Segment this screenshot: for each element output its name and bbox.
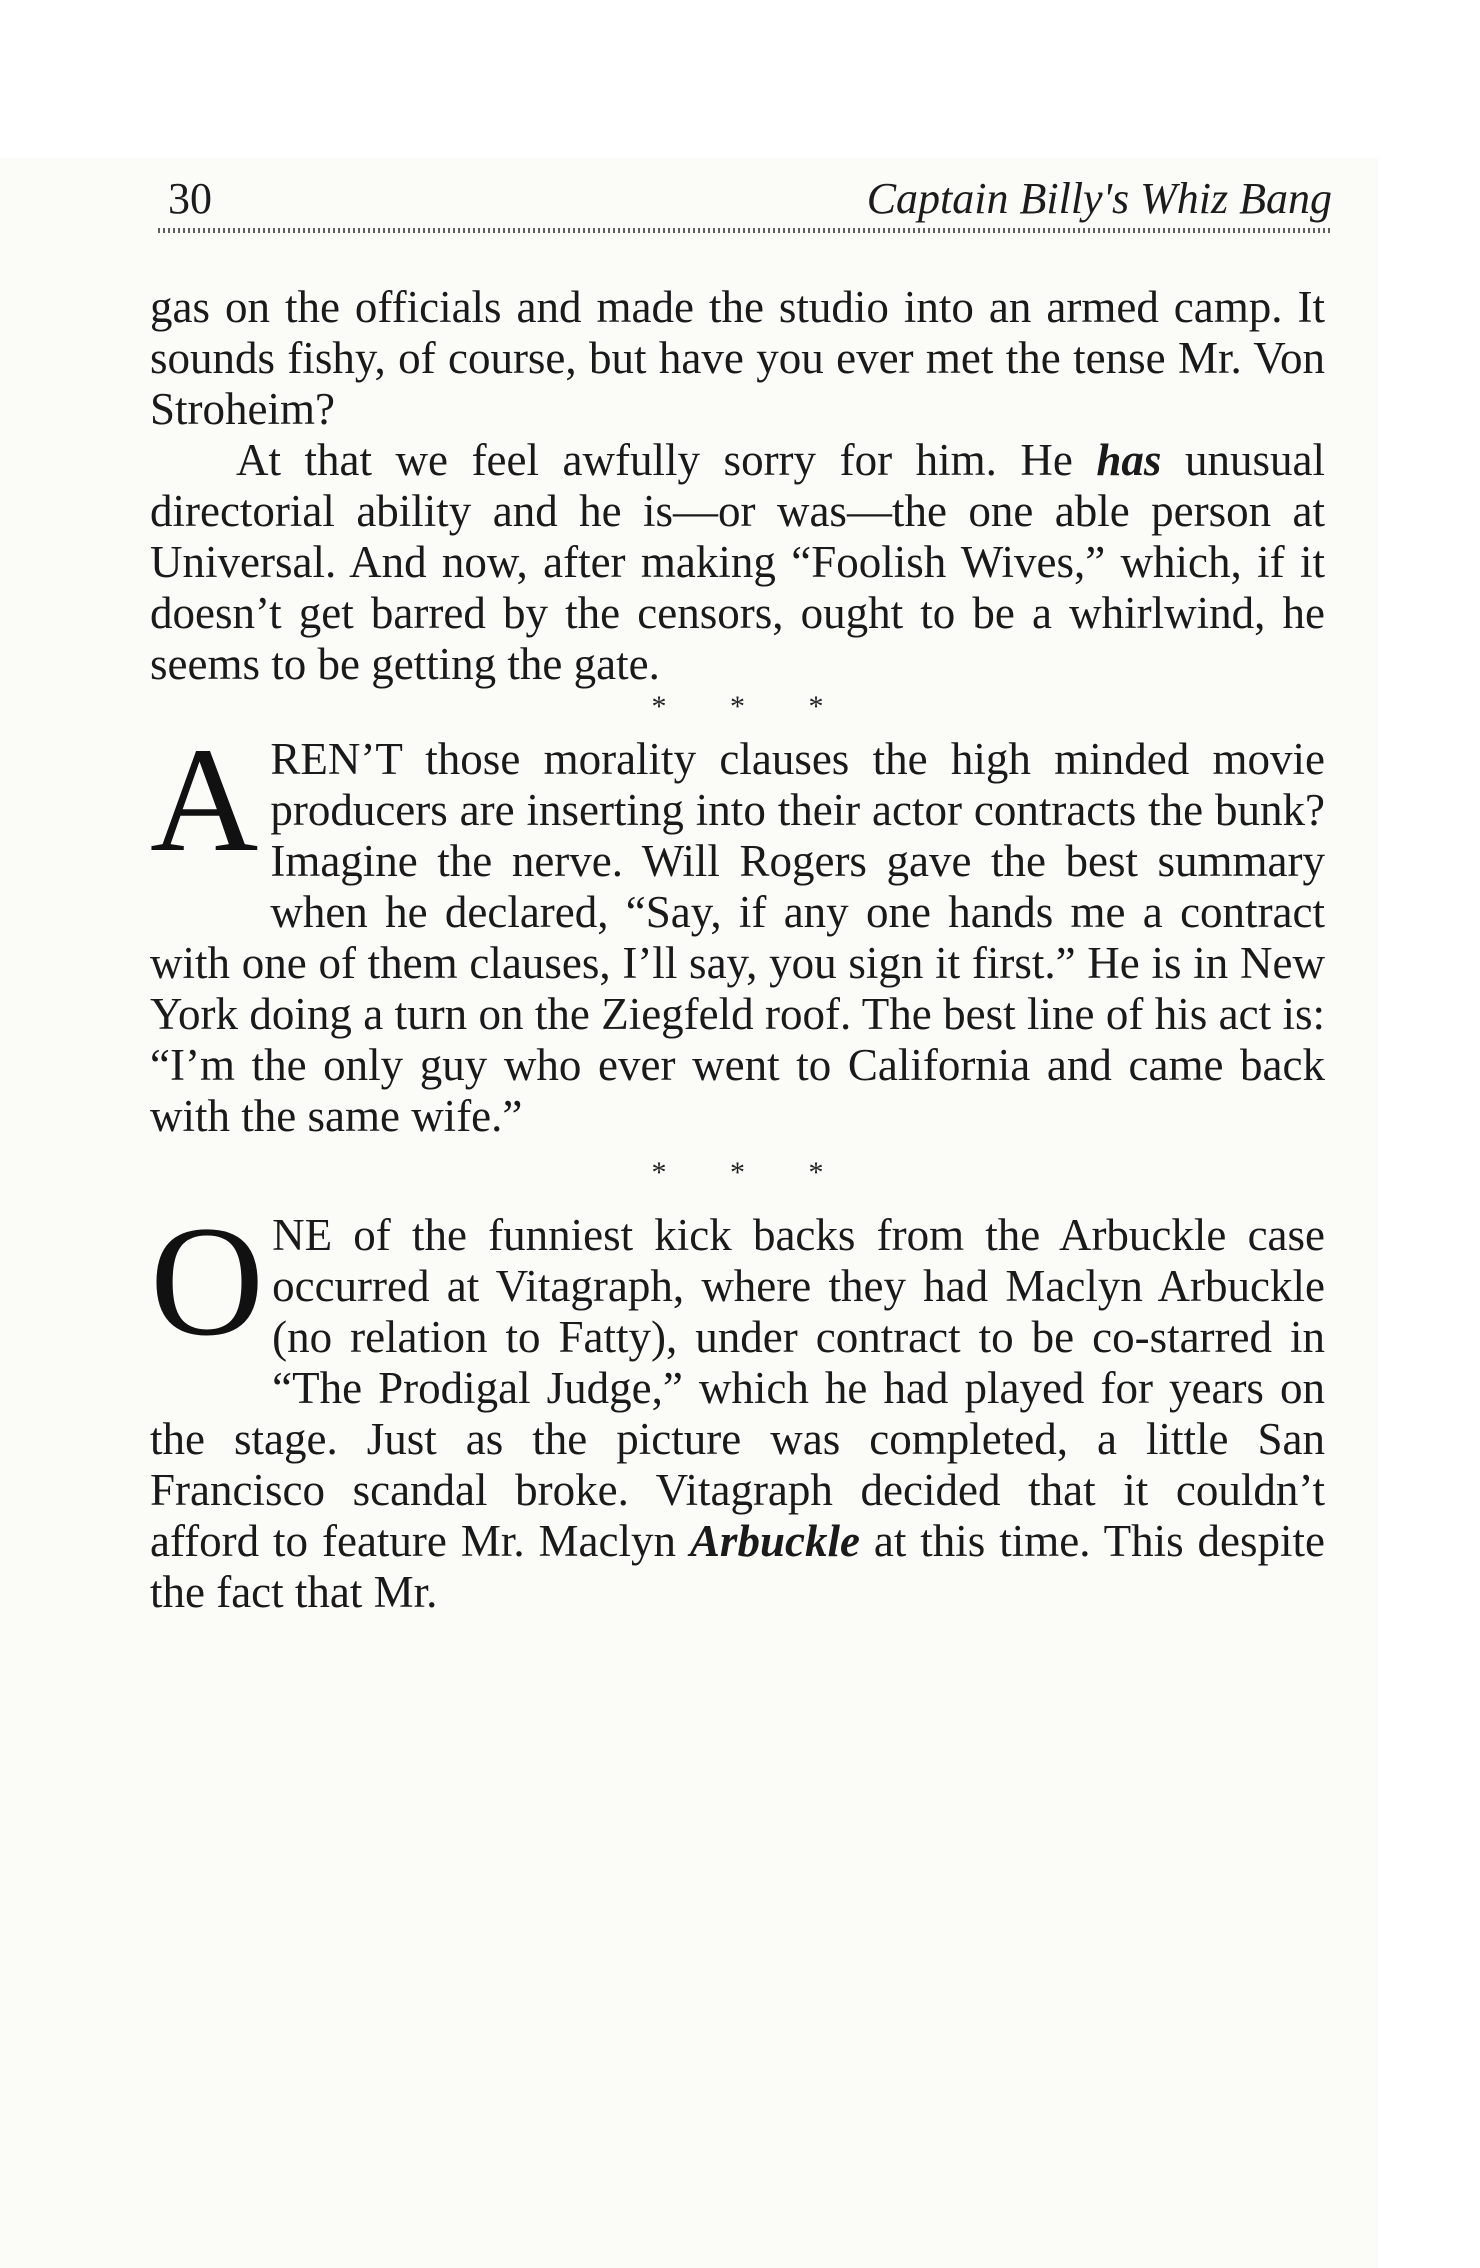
paragraph-stroheim [150, 435, 1325, 690]
running-title: Captain Billy's Whiz Bang [866, 174, 1332, 223]
paragraph-morality-clauses [150, 717, 1325, 1142]
page-number: 30 [168, 174, 212, 223]
article-body [150, 282, 1325, 1618]
drop-cap-a: A [150, 717, 259, 883]
header-rule [158, 228, 1332, 233]
emphasis-arbuckle: Arbuckle [689, 1516, 860, 1566]
paragraph-text: At that we feel awfully sorry for him. He [236, 435, 1097, 485]
paragraph-continued: gas on the officials and made the studio into an armed camp. It sounds fishy, of course, but have you ever met the tense Mr. Von Stroheim? [150, 282, 1325, 434]
paragraph-text: at this time. This despite the fact that Mr. [150, 1516, 1325, 1617]
paragraph-text: unusual directorial ability and he is—or was—the one able person at Universal. And now, after making “Foolish Wives,” which, if it doesn’t get barred by the censors, ought to be a whirlwind, he seems to be getting the gate. [150, 435, 1325, 689]
paragraph-arbuckle [150, 1194, 1325, 1618]
section-separator: * * * [651, 1156, 852, 1189]
running-header [162, 172, 1332, 232]
drop-cap-o: O [150, 1194, 265, 1369]
emphasis-has: has [1096, 435, 1162, 485]
section-separator: * * * [651, 690, 852, 723]
paragraph-text: REN’T those morality clauses the high minded movie producers are inserting into their actor contracts the bunk? Imagine the nerve. Will Rogers gave the best summary when he declared, “Say, if any one hands me a contract with one of them clauses, I’ll say, you sign it first.” He is in New York doing a turn on the Ziegfeld roof. The best line of his act is: “I’m the only guy who ever went to California and came back with the same wife.” [150, 734, 1325, 1141]
paragraph-text: NE of the funniest kick backs from the Arbuckle case occurred at Vitagraph, where they had Maclyn Arbuckle (no relation to Fatty), under contract to be co-starred in “The Prodigal Judge,” which he had played for years on the stage. Just as the picture was completed, a little San Francisco scandal broke. Vitagraph decided that it couldn’t afford to feature Mr. Maclyn [150, 1210, 1325, 1566]
